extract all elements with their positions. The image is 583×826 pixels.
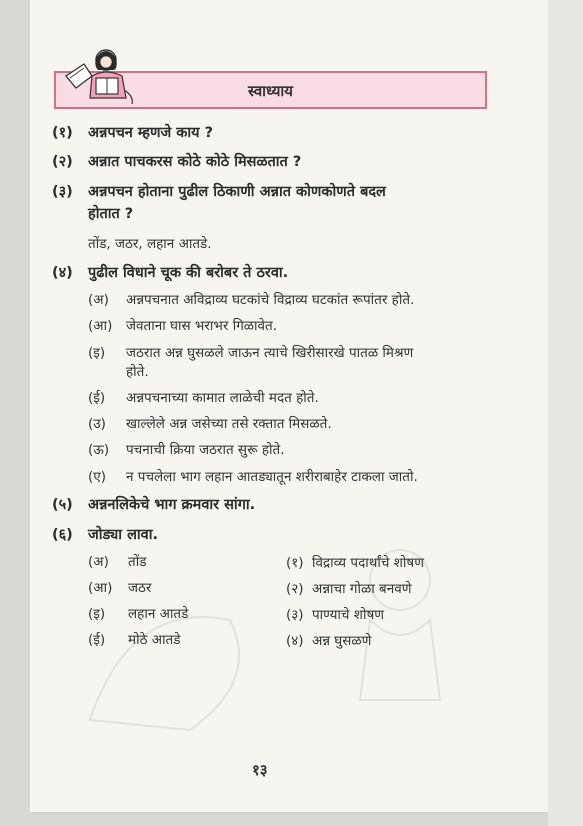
match-left-item: (आ) जठर xyxy=(88,580,152,596)
question-3-text: अन्नपचन होताना पुढील ठिकाणी अन्नात कोणकोणते बदल xyxy=(88,184,386,200)
match-right-item: (२) अन्नाचा गोळा बनवणे xyxy=(286,581,412,597)
statement-ii: (ई) अन्नपचनाच्या कामात लाळेची मदत होते. xyxy=(88,390,319,406)
question-3-note: तोंड, जठर, लहान आतडे. xyxy=(88,236,212,252)
scan-edge xyxy=(548,0,583,826)
match-left-item: (इ) लहान आतडे xyxy=(88,606,189,622)
question-5: (५) अन्ननलिकेचे भाग क्रमवार सांगा. xyxy=(52,497,256,513)
statement-i-continued: होते. xyxy=(126,364,149,380)
match-left-item: (अ) तोंड xyxy=(88,554,147,570)
statement-u: (उ) खाल्लेले अन्न जसेच्या तसे रक्तात मिसळते. xyxy=(88,416,332,432)
statement-a: (अ) अन्नपचनात अविद्राव्य घटकांचे विद्राव्य घटकांत रूपांतर होते. xyxy=(88,292,415,308)
section-title: स्वाध्याय xyxy=(248,82,293,100)
question-6-text: जोड्या लावा. xyxy=(88,527,158,543)
question-2-text: अन्नात पाचकरस कोठे कोठे मिसळतात ? xyxy=(88,154,302,170)
match-right-item: (१) विद्राव्य पदार्थांचे शोषण xyxy=(286,555,424,571)
question-5-text: अन्ननलिकेचे भाग क्रमवार सांगा. xyxy=(88,497,256,513)
question-1: (१) अन्नपचन म्हणजे काय ? xyxy=(52,125,214,141)
statement-i: (इ) जठरात अन्न घुसळले जाऊन त्याचे खिरीसारखे पातळ मिश्रण xyxy=(88,345,414,361)
reading-girl-illustration xyxy=(62,46,142,108)
question-2: (२) अन्नात पाचकरस कोठे कोठे मिसळतात ? xyxy=(52,154,302,170)
statement-uu: (ऊ) पचनाची क्रिया जठरात सुरू होते. xyxy=(88,442,285,458)
match-right-item: (३) पाण्याचे शोषण xyxy=(286,607,385,623)
question-1-text: अन्नपचन म्हणजे काय ? xyxy=(88,125,214,141)
question-3-continued: होतात ? xyxy=(88,206,134,222)
question-4-text: पुढील विधाने चूक की बरोबर ते ठरवा. xyxy=(88,265,289,281)
question-6: (६) जोड्या लावा. xyxy=(52,527,158,543)
page-number: १३ xyxy=(252,761,268,779)
question-3: (३) अन्नपचन होताना पुढील ठिकाणी अन्नात कोणकोणते बदल xyxy=(52,184,386,200)
question-4: (४) पुढील विधाने चूक की बरोबर ते ठरवा. xyxy=(52,265,289,281)
statement-aa: (आ) जेवताना घास भराभर गिळावेत. xyxy=(88,318,278,334)
match-right-item: (४) अन्न घुसळणे xyxy=(286,633,372,649)
statement-e: (ए) न पचलेला भाग लहान आतड्यातून शरीराबाहेर टाकला जातो. xyxy=(88,469,418,485)
match-left-item: (ई) मोठे आतडे xyxy=(88,632,181,648)
